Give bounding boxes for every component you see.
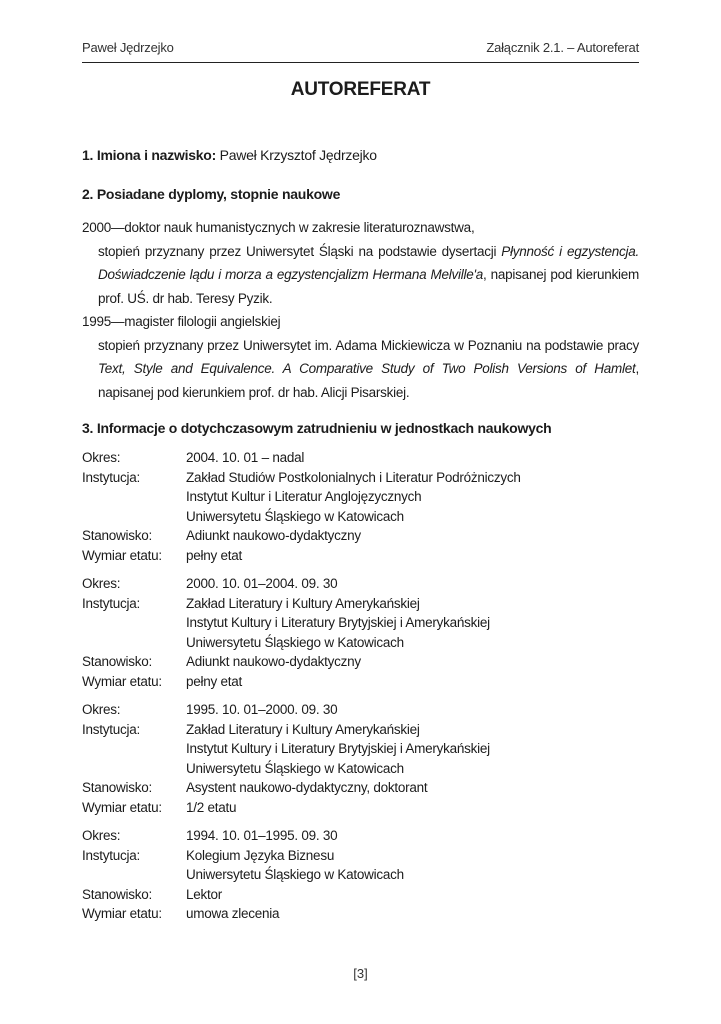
diploma-details-text: stopień przyznany przez Uniwersytet Śląski na podstawie dysertacji [98, 243, 502, 259]
institution-line: Zakład Literatury i Kultury Amerykańskiej [186, 721, 420, 737]
institution-label: Instytucja: [82, 721, 141, 737]
period-value: 2004. 10. 01 – nadal [186, 450, 305, 465]
section-names-heading: 1. Imiona i nazwisko: [82, 147, 217, 163]
section-employment-heading-text: 3. Informacje o dotychczasowym zatrudnieniu w jednostkach naukowych [82, 420, 552, 436]
period-label: Okres: [82, 450, 121, 465]
diploma-details-text: , napisanej pod kierunkiem prof. UŚ. dr hab. Teresy Pyzik. [98, 267, 639, 306]
position-label: Stanowisko: [82, 654, 153, 669]
period-value: 2000. 10. 01–2004. 09. 30 [186, 576, 338, 591]
workload-value: 1/2 etatu [186, 799, 237, 815]
institution-line: Instytut Kultury i Literatury Brytyjskiej i Amerykańskiej [186, 741, 490, 756]
period-label: Okres: [82, 702, 121, 717]
institution-line: Uniwersytetu Śląskiego w Katowicach [186, 867, 404, 882]
diploma-entry-details [82, 240, 639, 311]
diploma-entry-title: 2000—doktor nauk humanistycznych w zakresie literaturoznawstwa, [82, 220, 475, 235]
section-names-value: Paweł Krzysztof Jędrzejko [216, 147, 377, 163]
position-label: Stanowisko: [82, 780, 153, 795]
employment-entry [82, 826, 639, 924]
diploma-entry [82, 216, 639, 310]
position-value: Lektor [186, 886, 223, 902]
page-number: [3] [353, 966, 368, 981]
workload-value: pełny etat [186, 547, 243, 563]
header-author: Paweł Jędrzejko [82, 40, 174, 55]
institution-line: Kolegium Języka Biznesu [186, 847, 335, 863]
section-employment-heading [82, 420, 551, 436]
institution-line: Instytut Kultur i Literatur Anglojęzycznych [186, 489, 422, 504]
workload-value: umowa zlecenia [186, 906, 280, 921]
position-value: Adiunkt naukowo-dydaktyczny [186, 528, 361, 543]
workload-label: Wymiar etatu: [82, 547, 162, 563]
diploma-entry-details [82, 334, 639, 405]
position-value: Asystent naukowo-dydaktyczny, doktorant [186, 780, 428, 795]
institution-label: Instytucja: [82, 595, 141, 611]
institution-line: Zakład Literatury i Kultury Amerykańskiej [186, 595, 420, 611]
thesis-title: Text, Style and Equivalence. A Comparative Study of Two Polish Versions of Hamlet [98, 361, 636, 376]
period-label: Okres: [82, 576, 121, 591]
position-label: Stanowisko: [82, 886, 153, 902]
institution-line: Uniwersytetu Śląskiego w Katowicach [186, 508, 404, 524]
section-diplomas-heading-text: 2. Posiadane dyplomy, stopnie naukowe [82, 186, 341, 202]
position-label: Stanowisko: [82, 528, 153, 543]
institution-line: Zakład Studiów Postkolonialnych i Literatur Podróżniczych [186, 469, 521, 485]
employment-entry [82, 448, 639, 565]
employment-entry [82, 574, 639, 691]
diploma-details-text: stopień przyznany przez Uniwersytet im. Adama Mickiewicza w Poznaniu na podstawie pracy [98, 337, 639, 353]
diploma-entry-title: 1995—magister filologii angielskiej [82, 314, 281, 329]
workload-label: Wymiar etatu: [82, 906, 162, 921]
diploma-details-text: , napisanej pod kierunkiem prof. dr hab. Alicji Pisarskiej. [98, 361, 639, 400]
section-diplomas-heading [82, 186, 340, 202]
employment-list [82, 448, 639, 933]
page-title: AUTOREFERAT [290, 79, 431, 100]
header-attachment: Załącznik 2.1. – Autoreferat [486, 40, 639, 55]
period-value: 1994. 10. 01–1995. 09. 30 [186, 828, 338, 843]
period-label: Okres: [82, 828, 121, 843]
header-rule [82, 62, 639, 63]
employment-entry [82, 700, 639, 817]
institution-label: Instytucja: [82, 469, 141, 485]
institution-line: Uniwersytetu Śląskiego w Katowicach [186, 634, 404, 650]
position-value: Adiunkt naukowo-dydaktyczny [186, 654, 361, 669]
workload-value: pełny etat [186, 673, 243, 689]
institution-line: Instytut Kultury i Literatury Brytyjskiej i Amerykańskiej [186, 615, 490, 630]
institution-line: Uniwersytetu Śląskiego w Katowicach [186, 760, 404, 776]
diploma-entry [82, 310, 639, 404]
institution-label: Instytucja: [82, 847, 141, 863]
workload-label: Wymiar etatu: [82, 673, 162, 689]
dissertation-title: Płynność i egzystencja. Doświadczenie lądu i morza a egzystencjalizm Hermana Melville'a [98, 243, 639, 282]
workload-label: Wymiar etatu: [82, 799, 162, 815]
period-value: 1995. 10. 01–2000. 09. 30 [186, 702, 338, 717]
section-names [82, 147, 377, 163]
